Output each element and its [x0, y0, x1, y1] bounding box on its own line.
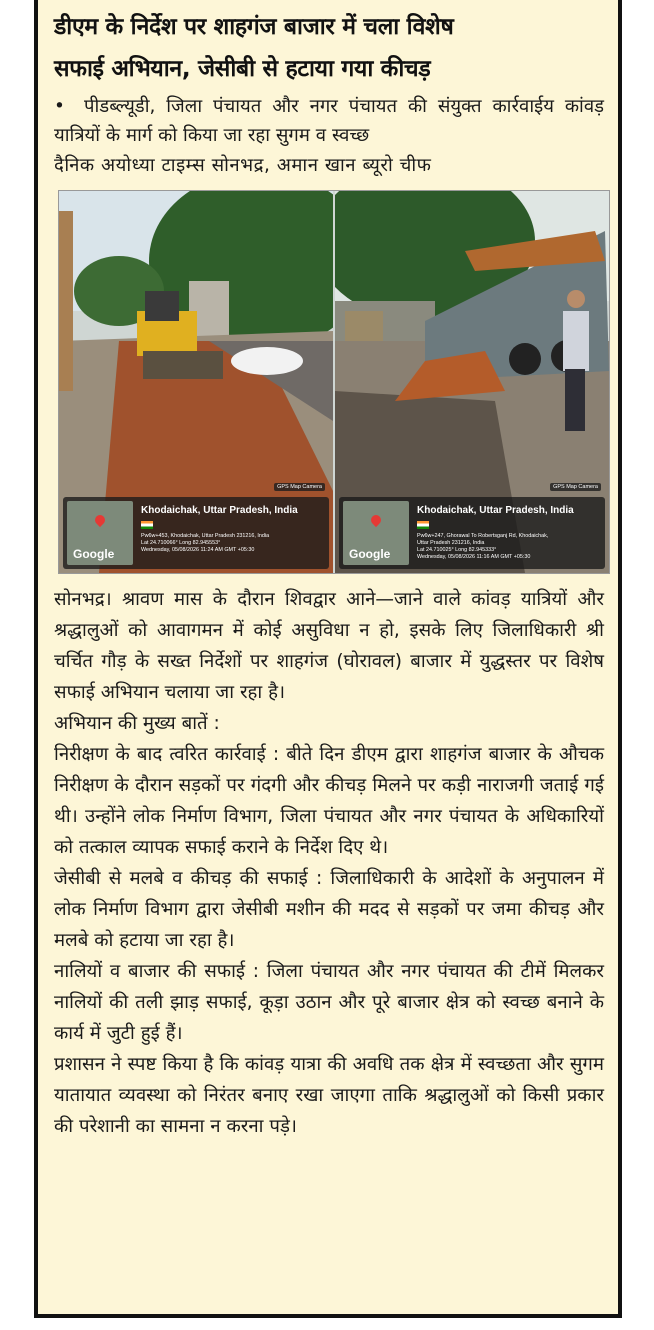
photo-jcb-road	[59, 191, 333, 573]
map-pin-icon	[369, 513, 383, 527]
mini-map	[343, 501, 409, 565]
byline: दैनिक अयोध्या टाइम्स सोनभद्र, अमान खान ब्यूरो चीफ	[54, 155, 432, 176]
gps-camera-tag: GPS Map Camera	[274, 483, 325, 491]
article-body	[54, 584, 604, 1142]
subheading	[54, 92, 604, 150]
gps-place: Khodaichak, Uttar Pradesh, India	[417, 505, 574, 516]
paragraph-administration: प्रशासन ने स्पष्ट किया है कि कांवड़ यात्रा की अवधि तक क्षेत्र में स्वच्छता और सुगम यातायात व्यवस्था को निरंतर बनाए रखा जाएगा ताकि श्रद्धालुओं को किसी प्रकार की परेशानी का सामना न करना पड़े।	[54, 1054, 604, 1137]
gps-camera-tag: GPS Map Camera	[550, 483, 601, 491]
news-clipping	[34, 0, 622, 1318]
india-flag-icon	[417, 521, 429, 529]
google-logo: Google	[349, 547, 391, 561]
india-flag-icon	[141, 521, 153, 529]
map-pin-icon	[93, 513, 107, 527]
headline-line-1: डीएम के निर्देश पर शाहगंज बाजार में चला विशेष	[54, 14, 454, 40]
google-logo: Google	[73, 547, 115, 561]
paragraph-intro: सोनभद्र। श्रावण मास के दौरान शिवद्वार आने—जाने वाले कांवड़ यात्रियों और श्रद्धालुओं को आवागमन में कोई असुविधा न हो, इसके लिए जिलाधिकारी श्री चर्चित गौड़ के सख्त निर्देशों पर शाहगंज (घोरावल) बाजार में युद्धस्तर पर विशेष सफाई अभियान चलाया जा रहा है।	[54, 589, 604, 703]
gps-address: Pw6w+247, Ghorawal To Robertsganj Rd, Khodaichak, Uttar Pradesh 231216, India Lat 24.710025° Long 82.945333° Wednesday, 05/08/2026 11:16 AM GMT +05:30	[417, 533, 549, 560]
gps-overlay-right	[339, 484, 605, 569]
gps-overlay-left	[63, 484, 329, 569]
headline	[54, 6, 604, 90]
photo-collage	[58, 190, 610, 574]
photo-truck-unloading	[335, 191, 609, 573]
paragraph-jcb-cleanup: जेसीबी से मलबे व कीचड़ की सफाई : जिलाधिकारी के आदेशों के अनुपालन में लोक निर्माण विभाग द्वारा जेसीबी मशीन की मदद से सड़कों पर जमा कीचड़ और मलबे को हटाया जा रहा है।	[54, 868, 604, 951]
paragraph-drain-cleaning: नालियों व बाजार की सफाई : जिला पंचायत और नगर पंचायत की टीमें मिलकर नालियों की तली झाड़ सफाई, कूड़ा उठान और पूरे बाजार क्षेत्र को स्वच्छ बनाने के कार्य में जुटी हुई हैं।	[54, 961, 604, 1044]
gps-address: Pw6w+453, Khodaichak, Uttar Pradesh 231216, India Lat 24.710066° Long 82.945553° Wednesday, 05/08/2026 11:24 AM GMT +05:30	[141, 533, 270, 553]
bullet-icon: •	[54, 96, 65, 117]
subheading-text: पीडब्ल्यूडी, जिला पंचायत और नगर पंचायत की संयुक्त कार्रवाईय कांवड़ यात्रियों के मार्ग को किया जा रहा सुगम व स्वच्छ	[54, 96, 604, 146]
paragraph-inspection: निरीक्षण के बाद त्वरित कार्रवाई : बीते दिन डीएम द्वारा शाहगंज बाजार के औचक निरीक्षण के दौरान सड़कों पर गंदगी और कीचड़ मिलने पर कड़ी नाराजगी जताई गई थी। उन्होंने लोक निर्माण विभाग, जिला पंचायत और नगर पंचायत के अधिकारियों को तत्काल व्यापक सफाई कराने के निर्देश दिए थे।	[54, 744, 604, 858]
gps-place: Khodaichak, Uttar Pradesh, India	[141, 505, 298, 516]
headline-line-2: सफाई अभियान, जेसीबी से हटाया गया कीचड़	[54, 56, 431, 82]
paragraph-highlights-heading: अभियान की मुख्य बातें :	[54, 713, 220, 734]
mini-map	[67, 501, 133, 565]
